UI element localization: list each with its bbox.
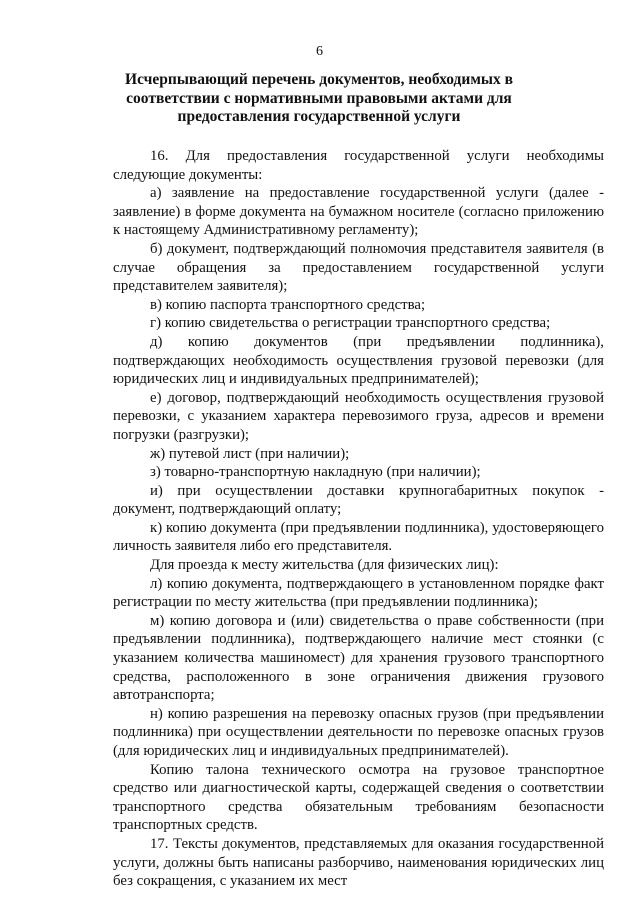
list-item-b: б) документ, подтверждающий полномочия представителя заявителя (в случае обращения за предоставлением государственной услуги представителем заявителя); (113, 240, 604, 295)
list-item-e: е) договор, подтверждающий необходимость осуществления грузовой перевозки, с указанием характера перевозимого груза, адресов и времени погрузки (разгрузки); (113, 389, 604, 443)
list-item-l: л) копию документа, подтверждающего в установленном порядке факт регистрации по месту жительства (при предъявлении подлинника); (113, 575, 604, 611)
list-item-v: в) копию паспорта транспортного средства; (150, 296, 426, 313)
list-item-a: а) заявление на предоставление государственной услуги (далее - заявление) в форме документа на бумажном носителе (согласно приложению к настоящему Административному регламенту); (113, 185, 604, 239)
document-body (113, 147, 604, 891)
list-item-d: д) копию документов (при предъявлении подлинника), подтверждающих необходимость осуществления грузовой перевозки (для юридических лиц и индивидуальных предпринимателей); (113, 333, 604, 388)
page-number: 6 (316, 44, 323, 59)
list-item-g: г) копию свидетельства о регистрации транспортного средства; (150, 315, 551, 332)
section-heading: Исчерпывающий перечень документов, необходимых в соответствии с нормативными правовыми актами для предоставления государственной услуги (125, 71, 513, 125)
paragraph-16-intro: 16. Для предоставления государственной услуги необходимы следующие документы: (113, 148, 604, 183)
list-item-k: к) копию документа (при предъявлении подлинника), удостоверяющего личность заявителя либо его представителя. (113, 519, 604, 555)
list-item-n: н) копию разрешения на перевозку опасных грузов (при предъявлении подлинника) при осуществлении деятельности по перевозке опасных грузов (для юридических лиц и индивидуальных предпринимателей). (113, 705, 604, 759)
list-item-i: и) при осуществлении доставки крупногабаритных покупок - документ, подтверждающий оплату; (113, 482, 604, 518)
paragraph-17: 17. Тексты документов, представляемых для оказания государственной услуги, должны быть написаны разборчиво, наименования юридических лиц без сокращения, с указанием их мест (113, 835, 604, 890)
inspection-coupon-paragraph: Копию талона технического осмотра на грузовое транспортное средство или диагностической карты, содержащей сведения о соответствии транспортного средства обязательным требованиям безопасности транспортных средств. (113, 761, 604, 834)
list-item-z: з) товарно-транспортную накладную (при наличии); (150, 464, 481, 481)
list-item-zh: ж) путевой лист (при наличии); (150, 445, 350, 462)
residence-travel-subheading: Для проезда к месту жительства (для физических лиц): (150, 557, 499, 574)
list-item-m: м) копию договора и (или) свидетельства о праве собственности (при предъявлении подлинника), подтверждающего наличие мест стоянки (с указанием количества машиномест) для хранения грузового транспортного средства, расположенного в зоне ограничения движения грузового автотранспорта; (113, 612, 604, 704)
